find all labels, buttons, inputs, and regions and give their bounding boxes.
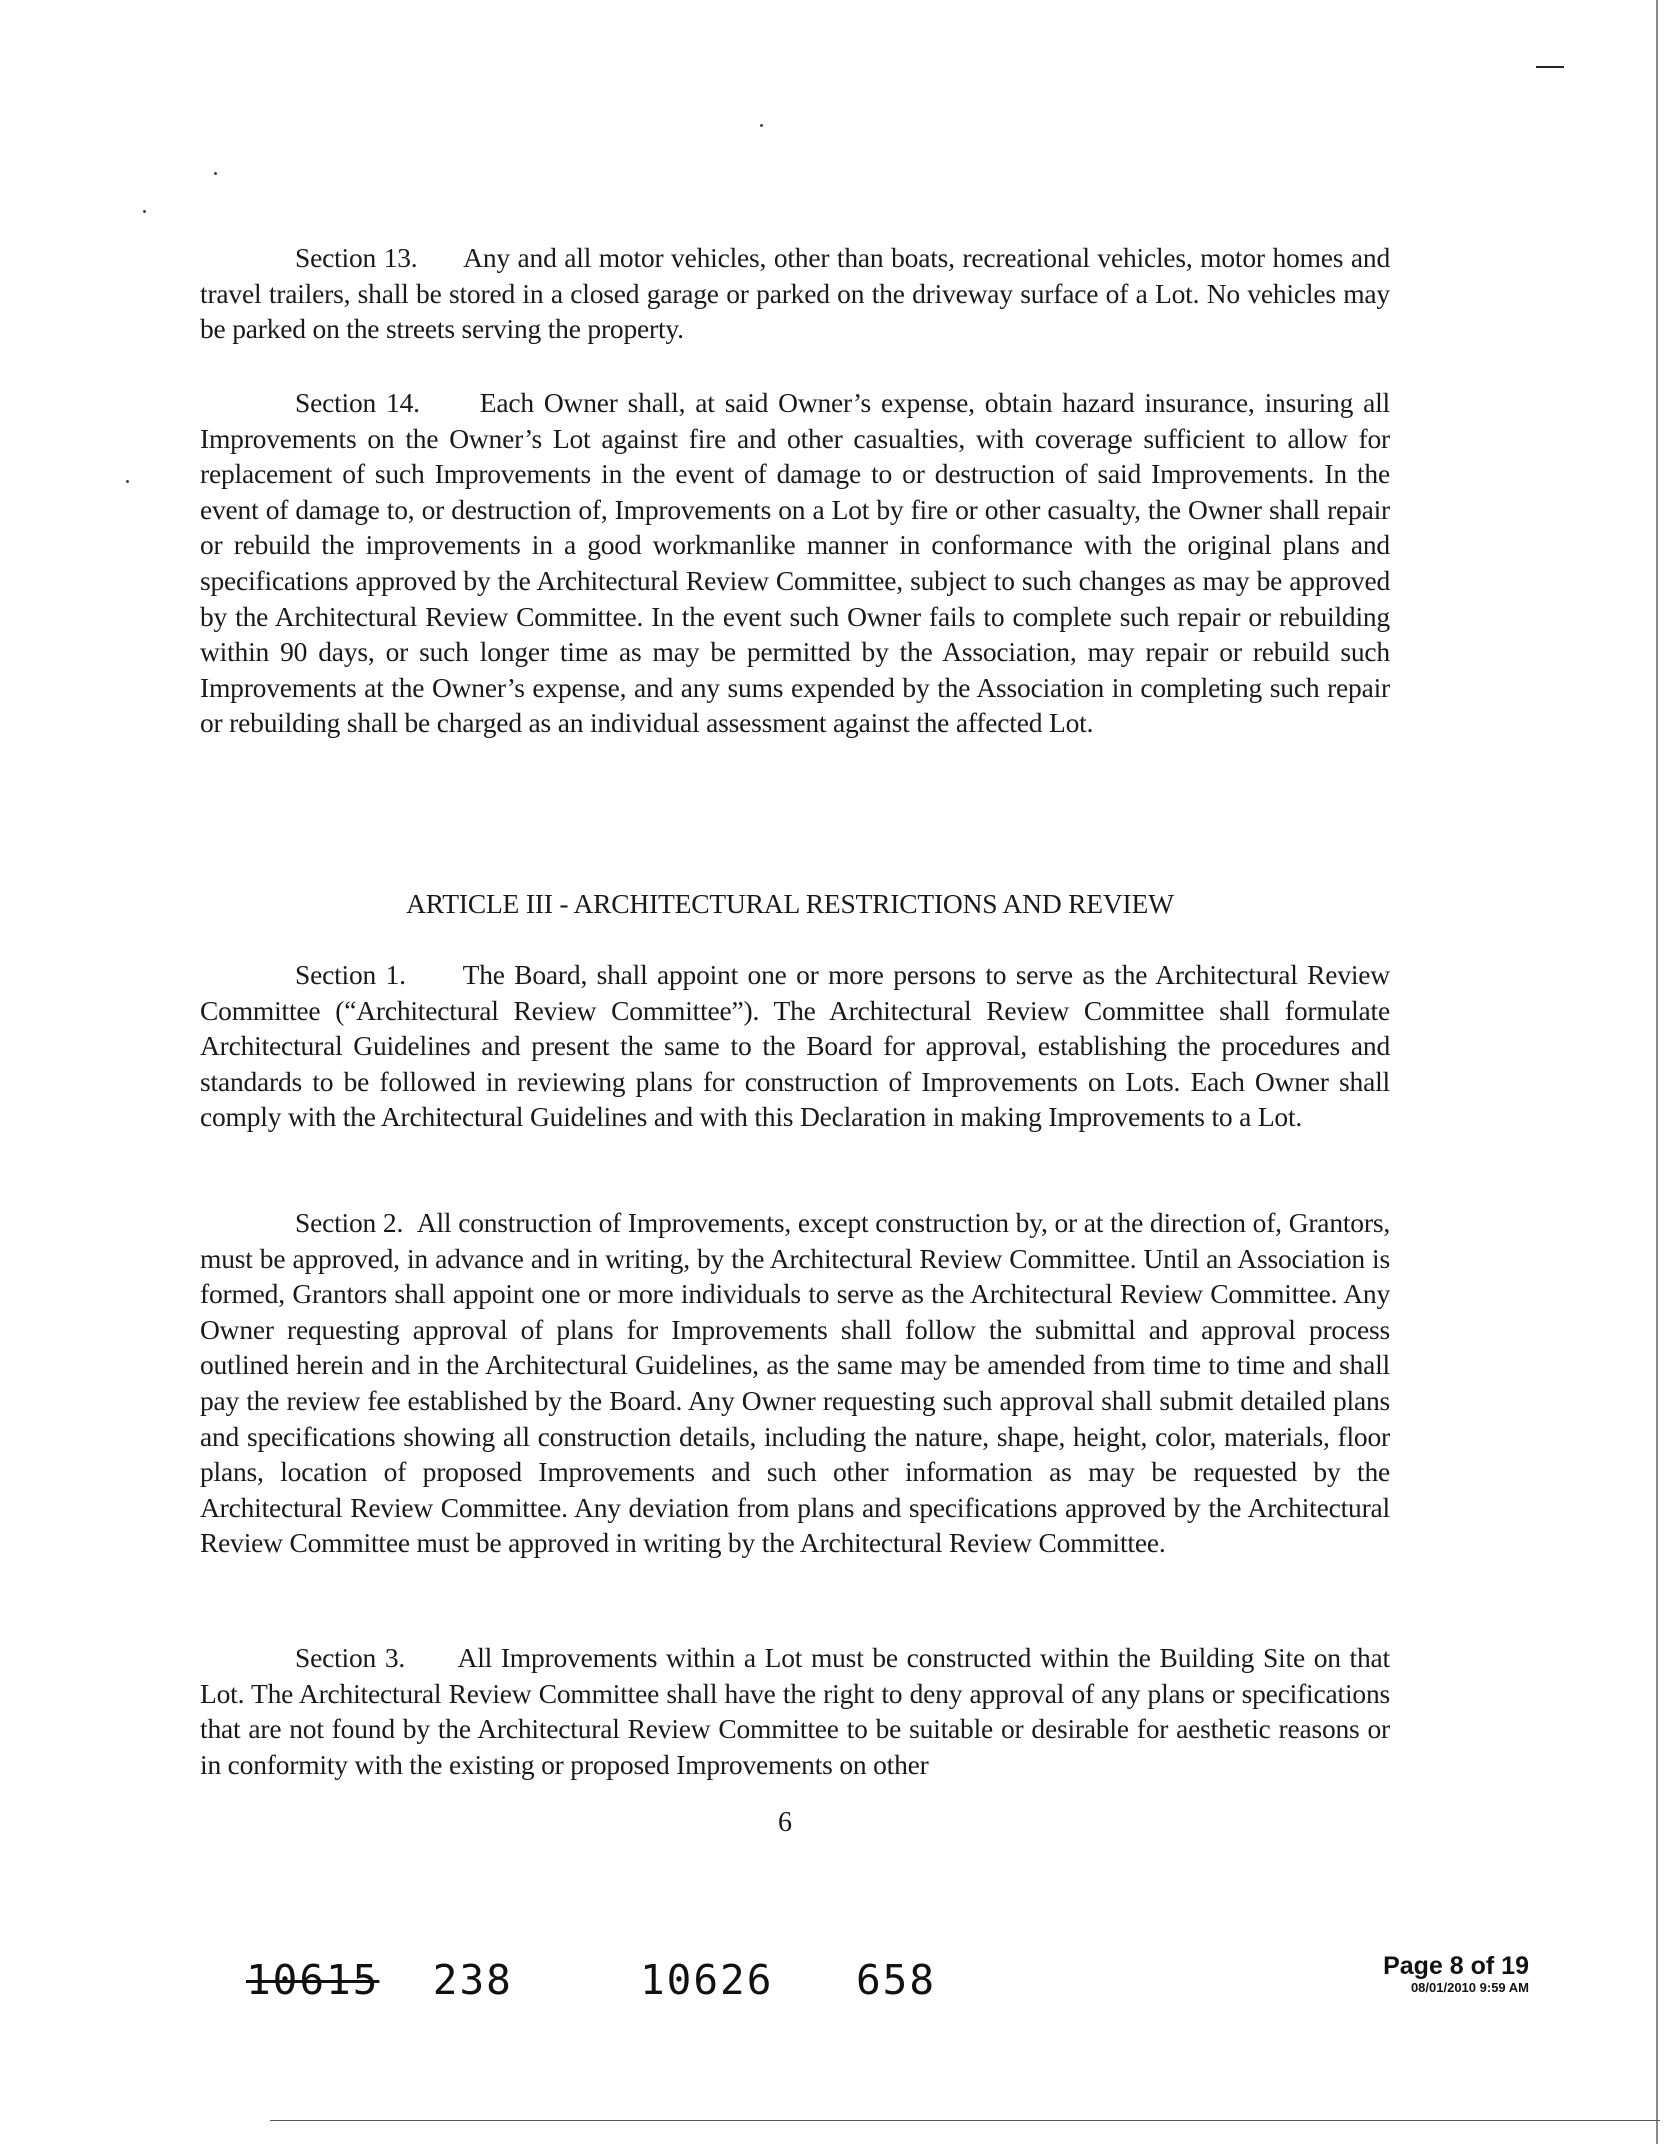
article-iii-section-3-paragraph (200, 1640, 1390, 1782)
struck-book-number: 10615 (246, 1956, 380, 2004)
section-13-label: Section 13. (295, 242, 418, 273)
section-14-label: Section 14. (295, 387, 420, 418)
section-13-text: Any and all motor vehicles, other than boats, recreational vehicles, motor homes and travel trailers, shall be stored in a closed garage or parked on the driveway surface of a Lot. No vehicles may be parked on the streets serving the property. (200, 242, 1390, 345)
section-14-paragraph (200, 385, 1390, 741)
article-iii-section-2-paragraph (200, 1205, 1390, 1561)
article-iii-section-3-text: All Improvements within a Lot must be constructed within the Building Site on that Lot. The Architectural Review Committee shall have the right to deny approval of any plans or specifications that are not found by the Architectural Review Committee to be suitable or desirable for aesthetic reasons or in conformity with the existing or proposed Improvements on other (200, 1642, 1390, 1780)
scan-speck (760, 124, 763, 127)
article-iii-section-1-text: The Board, shall appoint one or more persons to serve as the Architectural Review Committee (“Architectural Review Committee”). The Architectural Review Committee shall formulate Architectural Guidelines and present the same to the Board for approval, establishing the procedures and standards to be followed in reviewing plans for construction of Improvements on Lots. Each Owner shall comply with the Architectural Guidelines and with this Declaration in making Improvements to a Lot. (200, 959, 1390, 1133)
top-corner-mark (1536, 66, 1564, 68)
scan-speck (126, 480, 129, 483)
right-edge-line (1656, 0, 1658, 2144)
article-iii-section-2-text: All construction of Improvements, except construction by, or at the direction of, Grantors, must be approved, in advance and in writing, by the Architectural Review Committee. Until an Association is formed, Grantors shall appoint one or more individuals to serve as the Architectural Review Committee. Any Owner requesting approval of plans for Improvements shall follow the submittal and approval process outlined herein and in the Architectural Guidelines, as the same may be amended from time to time and shall pay the review fee established by the Board. Any Owner requesting such approval shall submit detailed plans and specifications showing all construction details, including the nature, shape, height, color, materials, floor plans, location of proposed Improvements and such other information as may be requested by the Architectural Review Committee. Any deviation from plans and specifications approved by the Architectural Review Committee must be approved in writing by the Architectural Review Committee. (200, 1207, 1390, 1559)
recording-book-number: 10626 (640, 1956, 774, 2004)
article-iii-section-1-label: Section 1. (295, 959, 406, 990)
recording-page-number: 658 (856, 1956, 937, 2004)
struck-recording-stamp (246, 1956, 513, 2004)
section-14-text: Each Owner shall, at said Owner’s expense, obtain hazard insurance, insuring all Improvements on the Owner’s Lot against fire and other casualties, with coverage sufficient to allow for replacement of such Improvements in the event of damage to or destruction of said Improvements. In the event of damage to, or destruction of, Improvements on a Lot by fire or other casualty, the Owner shall repair or rebuild the improvements in a good workmanlike manner in conformance with the original plans and specifications approved by the Architectural Review Committee, subject to such changes as may be approved by the Architectural Review Committee. In the event such Owner fails to complete such repair or rebuilding within 90 days, or such longer time as may be permitted by the Association, may repair or rebuild such Improvements at the Owner’s expense, and any sums expended by the Association in completing such repair or rebuilding shall be charged as an individual assessment against the affected Lot. (200, 387, 1390, 739)
article-iii-heading: ARTICLE III - ARCHITECTURAL RESTRICTIONS AND REVIEW (406, 888, 1174, 919)
page-number: 6 (778, 1807, 792, 1838)
article-iii-section-1-paragraph (200, 957, 1390, 1135)
scan-speck (214, 172, 217, 175)
section-13-paragraph (200, 240, 1390, 347)
recording-timestamp: 08/01/2010 9:59 AM (1410, 1980, 1529, 1995)
article-iii-section-2-label: Section 2. (295, 1207, 404, 1238)
page-counter (1383, 1952, 1529, 1995)
scan-speck (143, 210, 146, 213)
struck-page-number: 238 (432, 1956, 513, 2004)
page-of-total: Page 8 of 19 (1383, 1952, 1529, 1980)
bottom-scan-line (270, 2120, 1660, 2121)
article-iii-section-3-label: Section 3. (295, 1642, 406, 1673)
